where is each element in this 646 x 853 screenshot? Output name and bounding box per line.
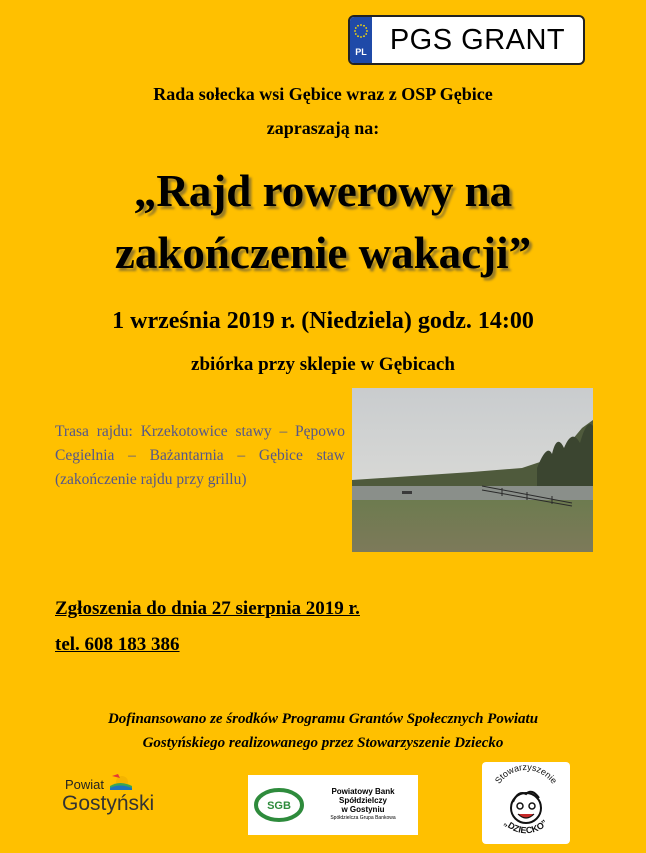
sgb-mark-text: SGB bbox=[267, 800, 291, 812]
funding-line-1: Dofinansowano ze środków Programu Grantów Społecznych Powiatu bbox=[107, 711, 539, 727]
child-face-icon bbox=[511, 792, 541, 823]
sgb-line-2: w Gostyniu bbox=[341, 805, 385, 814]
registration-deadline: Zgłoszenia do dnia 27 sierpnia 2019 r. bbox=[55, 598, 360, 619]
sgb-line-1: Powiatowy Bank Spółdzielczy bbox=[331, 787, 395, 805]
plate-country-code: PL bbox=[355, 47, 367, 57]
funding-note bbox=[0, 707, 646, 755]
stowarzyszenie-dziecko-logo bbox=[482, 762, 570, 844]
pond-photo bbox=[352, 388, 593, 552]
event-date: 1 września 2019 r. (Niedziela) godz. 14:00 bbox=[112, 308, 534, 334]
phone-number[interactable]: tel. 608 183 386 bbox=[55, 634, 180, 655]
intro-line-1: Rada sołecka wsi Gębice wraz z OSP Gębice bbox=[153, 84, 493, 104]
sgb-mark-icon bbox=[254, 785, 304, 825]
gostynski-label: Gostyński bbox=[62, 792, 155, 815]
sgb-line-3: Spółdzielcza Grupa Bankowa bbox=[330, 815, 396, 821]
event-title bbox=[0, 160, 646, 284]
eu-flag-strip bbox=[350, 17, 372, 63]
sun-landscape-icon bbox=[108, 770, 134, 792]
plate-text: PGS GRANT bbox=[389, 23, 566, 56]
pgs-grant-plate bbox=[348, 15, 585, 65]
svg-text:„DZIECKO” bbox=[502, 818, 549, 836]
sgb-bank-logo bbox=[248, 775, 418, 835]
route-description: Trasa rajdu: Krzekotowice stawy – Pępowo Cegielnia – Bażantarnia – Gębice staw (zakończenie rajdu przy grillu) bbox=[55, 423, 345, 488]
sgb-text-block bbox=[308, 787, 418, 823]
dziecko-top-text: Stowarzyszenie bbox=[492, 762, 560, 786]
powiat-label: Powiat bbox=[65, 777, 105, 792]
intro-line-2: zapraszają na: bbox=[266, 118, 380, 138]
eu-stars-icon bbox=[353, 23, 369, 39]
meeting-point: zbiórka przy sklepie w Gębicach bbox=[191, 354, 455, 375]
powiat-gostynski-logo bbox=[60, 770, 180, 830]
funding-line-2: Gostyńskiego realizowanego przez Stowarzyszenie Dziecko bbox=[142, 735, 504, 751]
dziecko-bottom-text: „DZIECKO” bbox=[502, 817, 550, 836]
svg-text:Stowarzyszenie bbox=[493, 762, 559, 786]
event-title-line-1: „Rajd rowerowy na bbox=[133, 166, 513, 216]
event-title-line-2: zakończenie wakacji” bbox=[114, 228, 532, 278]
